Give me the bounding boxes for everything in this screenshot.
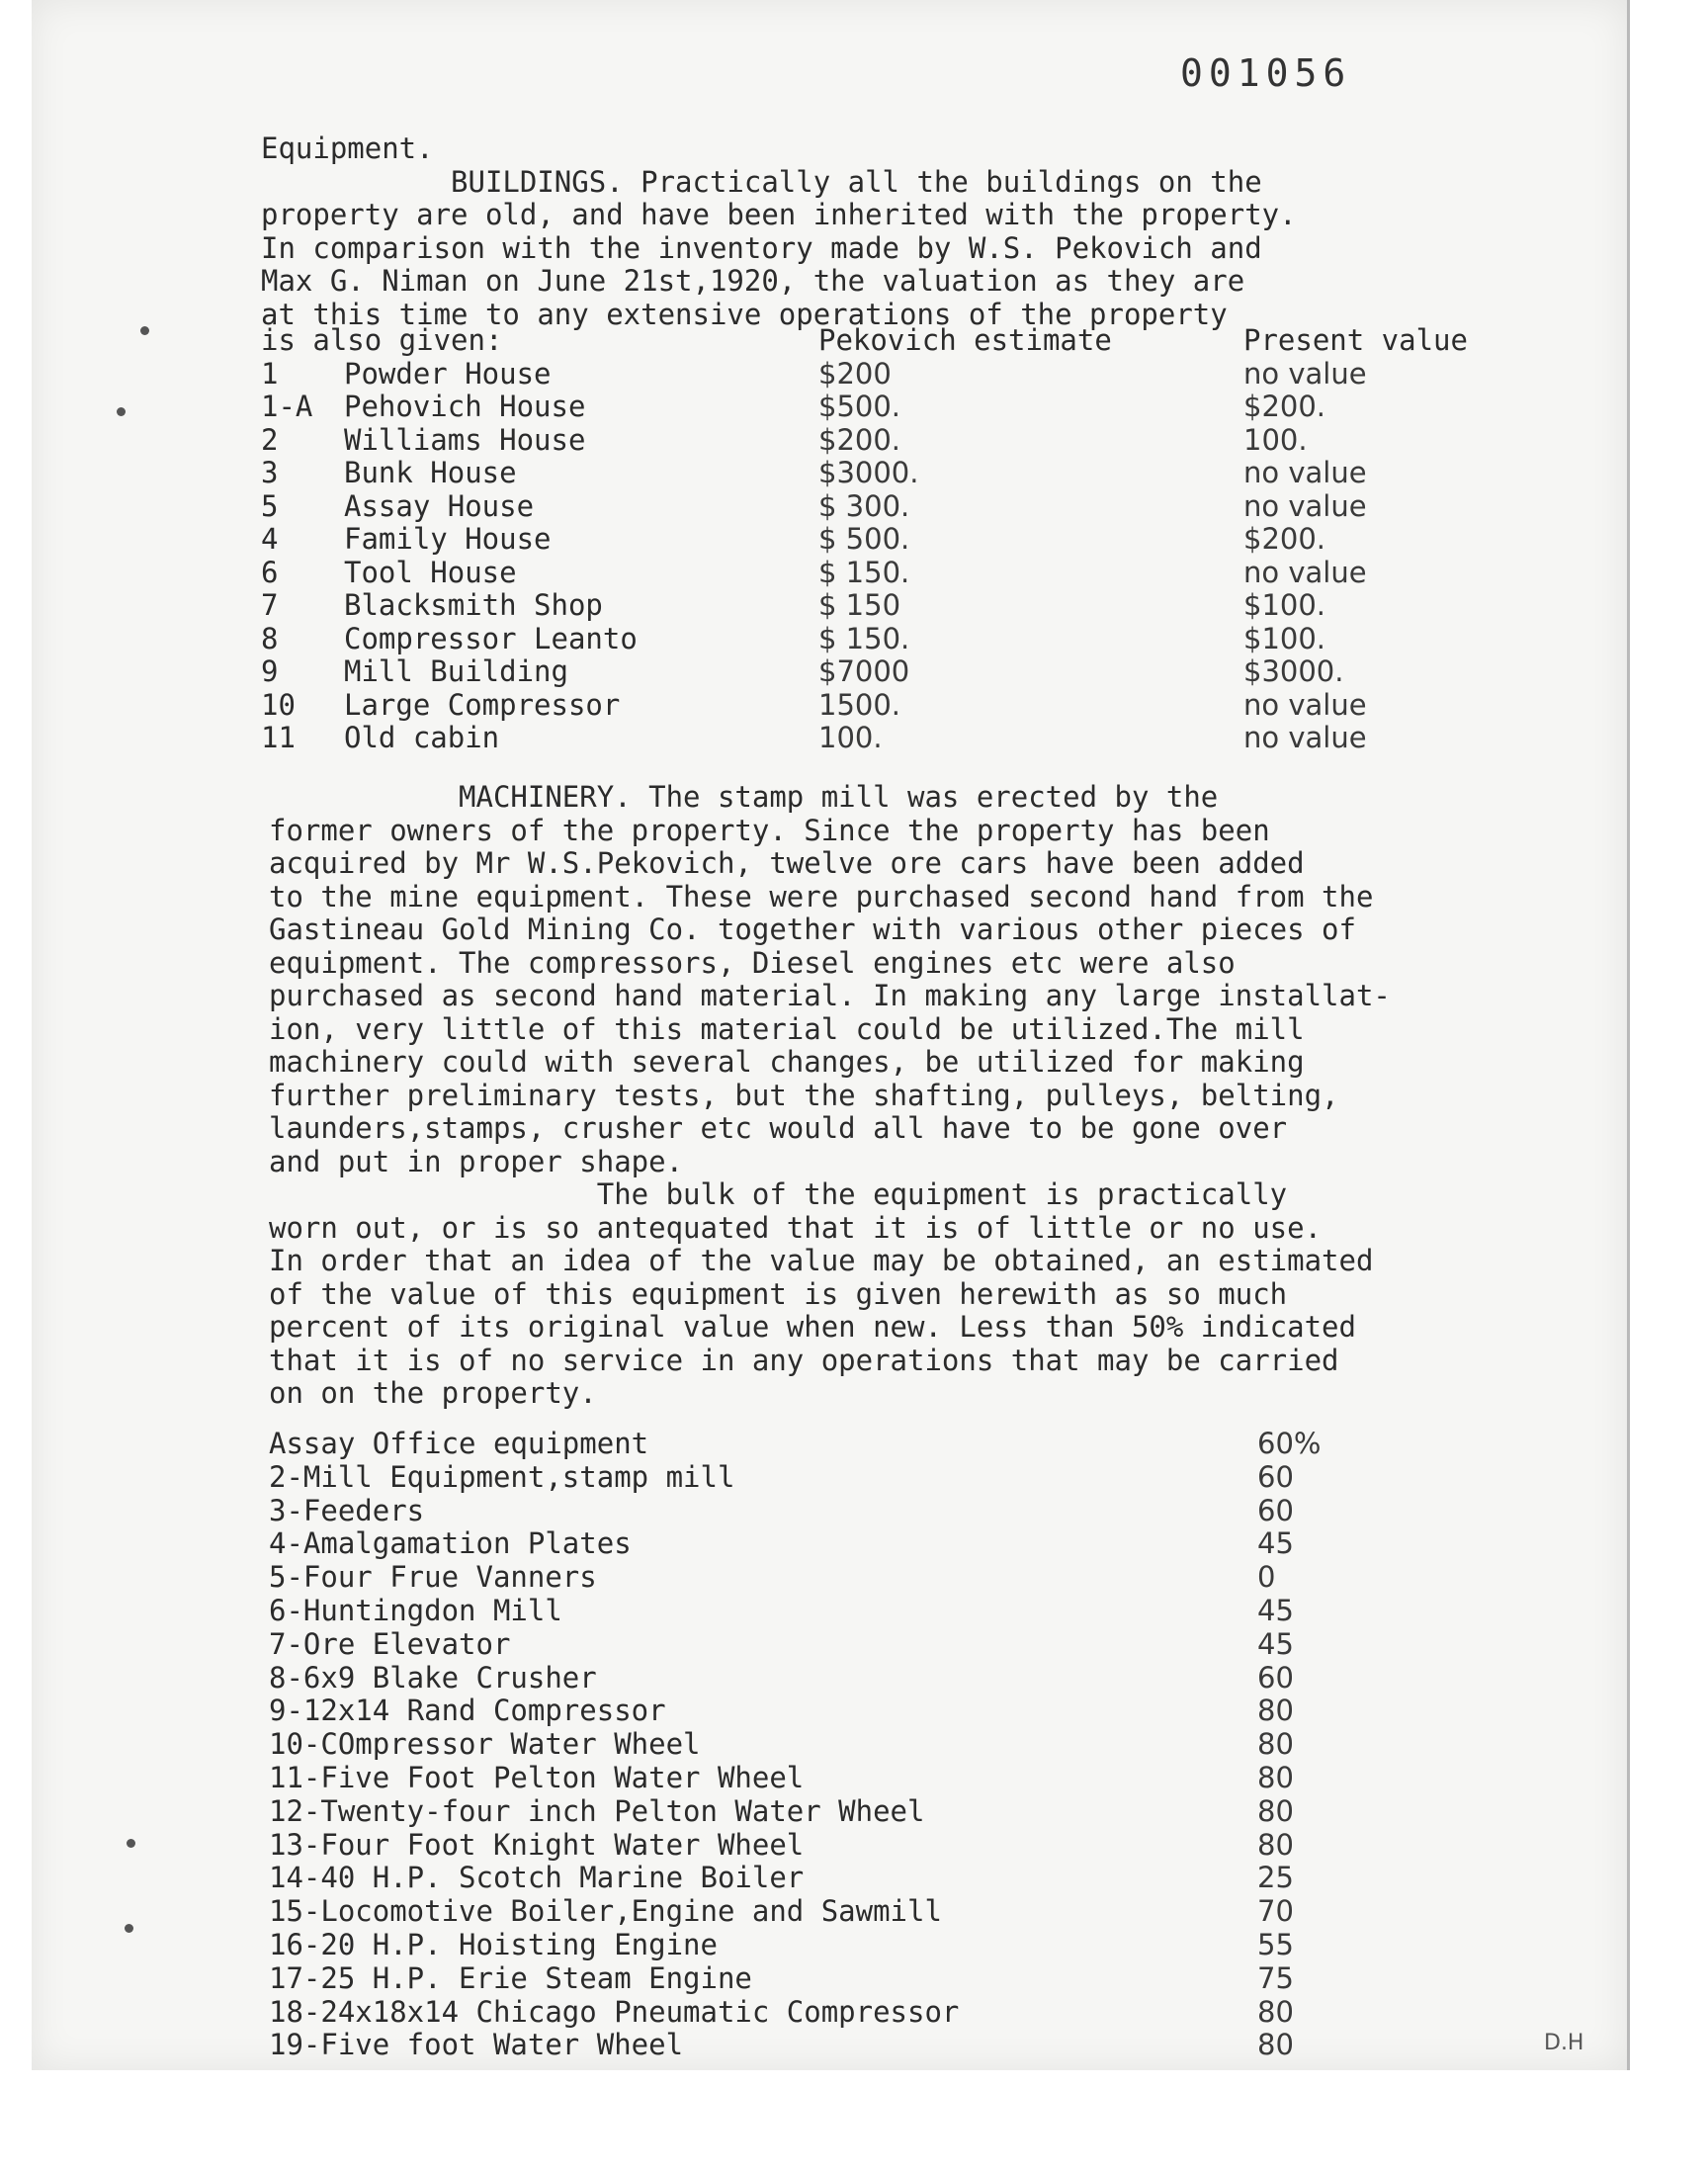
equipment-name: 15-Locomotive Boiler,Engine and Sawmill [269, 1894, 942, 1929]
present-value: no value [1243, 721, 1367, 754]
machinery-text [269, 781, 1391, 1411]
present-value: no value [1243, 555, 1367, 589]
equipment-row [269, 1527, 1376, 1561]
pekovich-estimate: $ 300. [818, 488, 910, 523]
building-row [261, 623, 1500, 656]
present-value: no value [1243, 687, 1367, 722]
equipment-percent-value: 60% [1257, 1427, 1322, 1460]
building-row [261, 391, 1500, 424]
machinery-line: further preliminary tests, but the shafting, pulleys, belting, [269, 1078, 1339, 1112]
present-value: no value [1243, 356, 1367, 391]
equipment-name: 6-Huntingdon Mill [269, 1593, 562, 1627]
building-name: Blacksmith Shop [344, 588, 603, 622]
header-pekovich-estimate: Pekovich estimate [818, 323, 1112, 357]
machinery-line: In order that an idea of the value may be obtained, an estimated [269, 1244, 1374, 1277]
pekovich-estimate: $200 [818, 356, 892, 391]
equipment-row [269, 1929, 1376, 1962]
equipment-percent-value: 70 [1257, 1894, 1294, 1929]
machinery-line: machinery could with several changes, be utilized for making [269, 1045, 1305, 1079]
equipment-percent-value: 55 [1257, 1927, 1294, 1961]
machinery-line: to the mine equipment. These were purchased second hand from the [269, 879, 1374, 914]
present-value: 100. [1243, 422, 1308, 457]
equipment-name: 10-COmpressor Water Wheel [269, 1727, 701, 1762]
intro-line: In comparison with the inventory made by W.S. Pekovich and [261, 230, 1262, 265]
equipment-name: 14-40 H.P. Scotch Marine Boiler [269, 1861, 805, 1895]
equipment-name: 13-Four Foot Knight Water Wheel [269, 1827, 805, 1862]
equipment-percent-value: 80 [1257, 1994, 1294, 2029]
equipment-name: 2-Mill Equipment,stamp mill [269, 1459, 735, 1494]
equipment-row [269, 1728, 1376, 1762]
present-value: no value [1243, 488, 1367, 523]
intro-line: Equipment. [261, 131, 434, 165]
equipment-percent-value: 45 [1257, 1593, 1294, 1627]
equipment-name: 12-Twenty-four inch Pelton Water Wheel [269, 1793, 925, 1828]
pekovich-estimate: 1500. [818, 687, 901, 722]
building-name: Tool House [344, 555, 517, 589]
building-row [261, 424, 1500, 458]
machinery-line: of the value of this equipment is given herewith as so much [269, 1276, 1288, 1311]
equipment-row [269, 1962, 1376, 1996]
building-row [261, 722, 1500, 755]
equipment-percent-value: 80 [1257, 1793, 1294, 1828]
building-name: Bunk House [344, 456, 517, 489]
equipment-percent-value: 0 [1257, 1560, 1276, 1595]
equipment-name: 18-24x18x14 Chicago Pneumatic Compressor [269, 1994, 960, 2029]
initials: D.H [1544, 2031, 1584, 2055]
equipment-name: 16-20 H.P. Hoisting Engine [269, 1927, 718, 1961]
equipment-row [269, 1628, 1376, 1662]
machinery-line: ion, very little of this material could be utilized.The mill [269, 1011, 1305, 1046]
present-value: no value [1243, 456, 1367, 489]
equipment-name: 3-Feeders [269, 1493, 425, 1527]
equipment-percent-value: 45 [1257, 1526, 1294, 1561]
building-number: 5 [261, 488, 279, 523]
equipment-row [269, 1795, 1376, 1829]
present-value: $100. [1243, 621, 1326, 655]
equipment-row [269, 1662, 1376, 1696]
equipment-name: 5-Four Frue Vanners [269, 1560, 597, 1595]
pekovich-estimate: $ 150. [818, 621, 910, 655]
pekovich-estimate: $200. [818, 422, 901, 457]
present-value: $200. [1243, 522, 1326, 556]
equipment-row [269, 1862, 1376, 1895]
equipment-percent-value: 80 [1257, 2028, 1294, 2062]
building-row [261, 655, 1500, 689]
pekovich-estimate: $500. [818, 390, 901, 423]
building-name: Williams House [344, 422, 586, 457]
equipment-row [269, 1895, 1376, 1929]
building-name: Assay House [344, 488, 535, 523]
pekovich-estimate: $ 500. [818, 522, 910, 556]
building-name: Old cabin [344, 721, 500, 754]
equipment-percent-value: 25 [1257, 1861, 1294, 1895]
building-name: Compressor Leanto [344, 621, 638, 655]
equipment-name: 19-Five foot Water Wheel [269, 2028, 684, 2062]
pekovich-estimate: $ 150. [818, 555, 910, 589]
present-value: $3000. [1243, 654, 1344, 688]
present-value: $200. [1243, 390, 1326, 423]
machinery-line: MACHINERY. The stamp mill was erected by the [269, 780, 1219, 814]
pekovich-estimate: $ 150 [818, 588, 901, 622]
machinery-line: on on the property. [269, 1376, 597, 1410]
equipment-row [269, 1461, 1376, 1495]
building-number: 7 [261, 588, 279, 622]
equipment-row [269, 1495, 1376, 1528]
equipment-row [269, 1762, 1376, 1795]
present-value: $100. [1243, 588, 1326, 622]
building-row [261, 490, 1500, 524]
building-number: 11 [261, 721, 296, 754]
equipment-name: 7-Ore Elevator [269, 1626, 511, 1661]
building-number: 6 [261, 555, 279, 589]
equipment-name: 8-6x9 Blake Crusher [269, 1660, 597, 1695]
header-present-value: Present value [1243, 323, 1468, 357]
equipment-name: 9-12x14 Rand Compressor [269, 1694, 666, 1728]
buildings-table [261, 324, 1500, 755]
building-name: Family House [344, 522, 552, 556]
equipment-percent-value: 60 [1257, 1493, 1294, 1527]
equipment-percent-value: 80 [1257, 1727, 1294, 1762]
equipment-percent-value: 75 [1257, 1960, 1294, 1995]
buildings-intro [261, 132, 1297, 331]
intro-line: BUILDINGS. Practically all the buildings on the [261, 164, 1262, 199]
equipment-name: 17-25 H.P. Erie Steam Engine [269, 1960, 752, 1995]
building-row [261, 557, 1500, 590]
equipment-row [269, 1561, 1376, 1595]
equipment-row [269, 1996, 1376, 2030]
building-name: Powder House [344, 356, 552, 391]
building-number: 3 [261, 456, 279, 489]
building-row [261, 358, 1500, 392]
punch-mark [117, 407, 126, 416]
page-number: 001056 [1180, 51, 1352, 95]
equipment-percent-value: 80 [1257, 1827, 1294, 1862]
buildings-header-lead: is also given: [261, 323, 503, 357]
building-number: 1-A [261, 390, 313, 423]
building-number: 8 [261, 621, 279, 655]
machinery-line: The bulk of the equipment is practically [269, 1177, 1288, 1211]
pekovich-estimate: $7000 [818, 654, 910, 688]
pekovich-estimate: $3000. [818, 456, 919, 489]
building-row [261, 689, 1500, 723]
document-page [32, 0, 1630, 2070]
equipment-name: 4-Amalgamation Plates [269, 1526, 632, 1561]
buildings-header-row [261, 324, 1500, 358]
punch-mark [127, 1839, 135, 1848]
building-number: 4 [261, 522, 279, 556]
building-number: 9 [261, 654, 279, 688]
machinery-line: percent of its original value when new. Less than 50% indicated [269, 1310, 1356, 1344]
equipment-row [269, 1829, 1376, 1863]
equipment-row [269, 1428, 1376, 1461]
building-number: 2 [261, 422, 279, 457]
pekovich-estimate: 100. [818, 721, 883, 754]
building-name: Mill Building [344, 654, 568, 688]
intro-line: property are old, and have been inherited with the property. [261, 198, 1297, 231]
equipment-percent-value: 60 [1257, 1459, 1294, 1494]
equipment-percent-value: 80 [1257, 1694, 1294, 1728]
machinery-line: launders,stamps, crusher etc would all have to be gone over [269, 1111, 1288, 1145]
intro-line: at this time to any extensive operations of the property [261, 297, 1228, 331]
building-row [261, 457, 1500, 490]
machinery-line: Gastineau Gold Mining Co. together with various other pieces of [269, 913, 1356, 946]
machinery-line: equipment. The compressors, Diesel engines etc were also [269, 945, 1236, 980]
equipment-name: Assay Office equipment [269, 1427, 649, 1460]
punch-mark [140, 326, 149, 335]
equipment-percent-value: 45 [1257, 1626, 1294, 1661]
building-name: Pehovich House [344, 390, 586, 423]
building-name: Large Compressor [344, 687, 621, 722]
punch-mark [125, 1924, 133, 1933]
intro-line: Max G. Niman on June 21st,1920, the valuation as they are [261, 264, 1245, 298]
equipment-percent-value: 60 [1257, 1660, 1294, 1695]
machinery-line: that it is of no service in any operations that may be carried [269, 1343, 1339, 1377]
machinery-line: worn out, or is so antequated that it is of little or no use. [269, 1210, 1323, 1245]
equipment-table [269, 1428, 1376, 2062]
machinery-line: acquired by Mr W.S.Pekovich, twelve ore cars have been added [269, 846, 1305, 880]
equipment-row [269, 1695, 1376, 1728]
equipment-row [269, 1595, 1376, 1628]
equipment-percent-value: 80 [1257, 1760, 1294, 1794]
building-number: 1 [261, 356, 279, 391]
building-number: 10 [261, 687, 296, 722]
equipment-row [269, 2029, 1376, 2062]
machinery-line: and put in proper shape. [269, 1144, 684, 1178]
machinery-line: purchased as second hand material. In making any large installat- [269, 979, 1391, 1012]
building-row [261, 589, 1500, 623]
equipment-name: 11-Five Foot Pelton Water Wheel [269, 1760, 805, 1794]
building-row [261, 523, 1500, 557]
machinery-line: former owners of the property. Since the property has been [269, 813, 1270, 847]
